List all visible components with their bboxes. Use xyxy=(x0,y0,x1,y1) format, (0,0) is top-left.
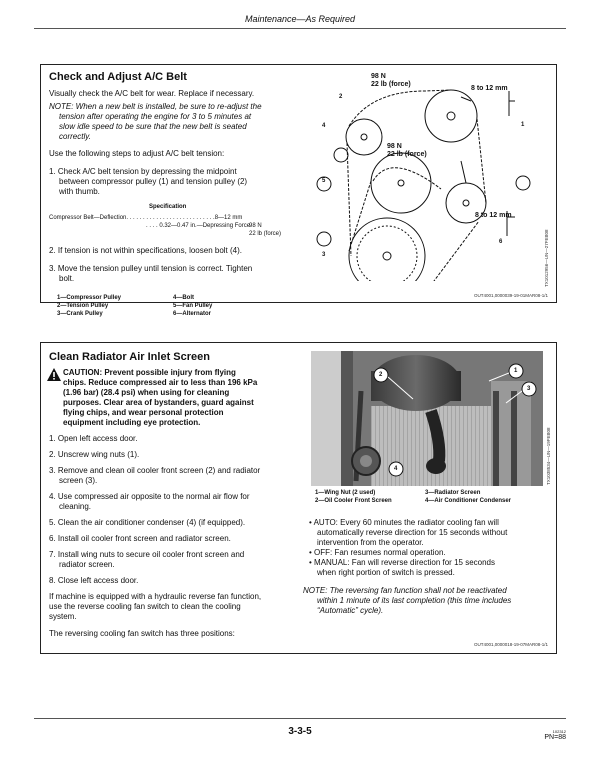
body-line: use the reverse cooling fan switch to clean the cooling xyxy=(49,602,241,611)
legend-item: 4—Air Conditioner Condenser xyxy=(425,498,512,504)
step-line: 7. Install wing nuts to secure oil cooler front screen and xyxy=(49,550,245,559)
force-label: 98 N xyxy=(387,143,402,150)
step-line: radiator screen. xyxy=(59,560,115,569)
step-line: 6. Install oil cooler front screen and radiator screen. xyxy=(49,534,231,543)
legend-item: 4—Bolt xyxy=(173,295,194,301)
step-line: 4. Use compressed air opposite to the normal air flow for xyxy=(49,492,250,501)
callout-number: 1 xyxy=(521,122,525,128)
warning-icon xyxy=(47,368,61,381)
legend-item: 2—Tension Pulley xyxy=(57,303,109,309)
spec-line: Compressor Belt—Deflection. . . . . . . . . . . . . . . . . . . . . . . . . . .8—12 mm xyxy=(49,215,243,221)
callout-1 xyxy=(516,176,530,190)
callout-number: 5 xyxy=(322,178,326,184)
step-line: between compressor pulley (1) and tension pulley (2) xyxy=(59,177,248,186)
step-line: screen (3). xyxy=(59,476,98,485)
callout-number: 4 xyxy=(394,466,398,472)
figure-id: TX1038534—UN—19FEB08 xyxy=(546,427,551,485)
deflection-label: 8 to 12 mm xyxy=(475,212,512,219)
legend-item: 1—Compressor Pulley xyxy=(57,295,122,301)
step-line: 2. If tension is not within specifications, loosen bolt (4). xyxy=(49,246,242,255)
callout-number: 3 xyxy=(527,386,531,392)
running-header: Maintenance—As Required xyxy=(244,14,356,24)
page-number: 3-3-5 xyxy=(288,726,312,737)
radiator-photo xyxy=(311,351,543,486)
body-line: If machine is equipped with a hydraulic reverse fan function, xyxy=(49,592,262,601)
bullet-line: automatically reverse direction for 15 seconds without xyxy=(317,528,508,537)
step-line: 3. Remove and clean oil cooler front screen (2) and radiator xyxy=(49,466,261,475)
bullet-line: intervention from the operator. xyxy=(317,538,424,547)
note-line: correctly. xyxy=(59,132,91,141)
bullet-line: when right portion of switch is pressed. xyxy=(317,568,455,577)
callout-number: 3 xyxy=(322,252,326,258)
intro-text: Visually check the A/C belt for wear. Replace if necessary. xyxy=(49,89,255,98)
crank-pulley xyxy=(349,218,425,281)
bullet-line: • OFF: Fan resumes normal operation. xyxy=(309,548,446,557)
spec-heading: Specification xyxy=(149,204,187,210)
spec-line: . . . . 0.32—0.47 in.—Depressing Force xyxy=(146,223,251,229)
steps-intro: Use the following steps to adjust A/C belt tension: xyxy=(49,149,225,158)
note-line: “Automatic” cycle). xyxy=(317,606,384,615)
caution-line: purposes. Clear area of bystanders, guard against xyxy=(63,398,254,407)
bullet-line: • MANUAL: Fan will reverse direction for 15 seconds xyxy=(309,558,495,567)
section-title: Clean Radiator Air Inlet Screen xyxy=(49,351,210,363)
caution-line: equipment including eye protection. xyxy=(63,418,201,427)
legend-item: 5—Fan Pulley xyxy=(173,303,213,309)
force-label: 22 lb (force) xyxy=(371,81,411,88)
compressor-pulley xyxy=(425,90,477,142)
radiator-section xyxy=(40,342,557,654)
force-label: 22 lb (force) xyxy=(387,151,427,158)
step-line: 3. Move the tension pulley until tension is correct. Tighten xyxy=(49,264,253,273)
legend-item: 3—Radiator Screen xyxy=(425,490,481,496)
pn-value: PN=88 xyxy=(544,734,566,741)
step-line: with thumb. xyxy=(59,187,100,196)
callout-number: 2 xyxy=(379,372,383,378)
figure-id: TX1012956—UN—27FEB08 xyxy=(544,229,549,287)
caution-line: chips. Reduce compressed air to less than 196 kPa xyxy=(63,378,258,387)
bullet-line: • AUTO: Every 60 minutes the radiator cooling fan will xyxy=(309,518,499,527)
bolt xyxy=(361,134,367,140)
step-line: cleaning. xyxy=(59,502,92,511)
caution-line: CAUTION: Prevent possible injury from flying xyxy=(63,368,236,377)
tension-pulley xyxy=(346,119,382,155)
deflection-label: 8 to 12 mm xyxy=(471,85,508,92)
spec-line: 98 N xyxy=(249,223,262,229)
note-line: NOTE: When a new belt is installed, be sure to re-adjust the xyxy=(49,102,262,111)
ac-belt-diagram xyxy=(311,71,551,281)
callout-number: 2 xyxy=(339,94,343,100)
force-label: 98 N xyxy=(371,73,386,80)
step-line: 5. Clean the air conditioner condenser (4) (if equipped). xyxy=(49,518,246,527)
section-title: Check and Adjust A/C Belt xyxy=(49,71,187,83)
step-line: 8. Close left access door. xyxy=(49,576,139,585)
callout-number: 4 xyxy=(322,123,326,129)
step-line: 2. Unscrew wing nuts (1). xyxy=(49,450,140,459)
footer-rule xyxy=(34,718,566,719)
reference-code: OUT4001,0000018-19-07MAR08-1/1 xyxy=(473,642,548,647)
callout-5 xyxy=(317,232,331,246)
note-line: NOTE: The reversing fan function shall not be reactivated xyxy=(303,586,507,595)
step-line: 1. Open left access door. xyxy=(49,434,138,443)
ac-belt-section xyxy=(40,64,557,317)
legend-item: 2—Oil Cooler Front Screen xyxy=(315,498,392,504)
callout-number: 6 xyxy=(499,239,503,245)
step-line: 1. Check A/C belt tension by depressing the midpoint xyxy=(49,167,237,176)
legend-item: 3—Crank Pulley xyxy=(57,311,103,317)
step-line: bolt. xyxy=(59,274,75,283)
pn-label xyxy=(544,729,566,741)
callout-number: 1 xyxy=(514,368,518,374)
legend-item: 1—Wing Nut (2 used) xyxy=(315,490,376,496)
note-line: within 1 minute of its last completion (this time includes xyxy=(317,596,512,605)
callout-2 xyxy=(334,148,348,162)
body-line: system. xyxy=(49,612,77,621)
note-line: tension after operating the engine for 3 to 5 minutes at xyxy=(59,112,252,121)
legend-item: 6—Alternator xyxy=(173,311,212,317)
body-line: The reversing cooling fan switch has three positions: xyxy=(49,629,235,638)
note-line: slow idle speed to be sure that the new belt is seated xyxy=(59,122,247,131)
reference-code: OUT4001,0000039-19-01MAR08-1/1 xyxy=(473,293,548,298)
spec-line: 22 lb (force) xyxy=(249,231,282,237)
footer-code: 102312 xyxy=(552,729,566,734)
caution-line: (1.96 bar) (28.4 psi) when using for cleaning xyxy=(63,388,230,397)
header-rule xyxy=(34,28,566,29)
fan-pulley xyxy=(371,153,431,213)
caution-line: flying chips, and wear personal protection xyxy=(63,408,224,417)
